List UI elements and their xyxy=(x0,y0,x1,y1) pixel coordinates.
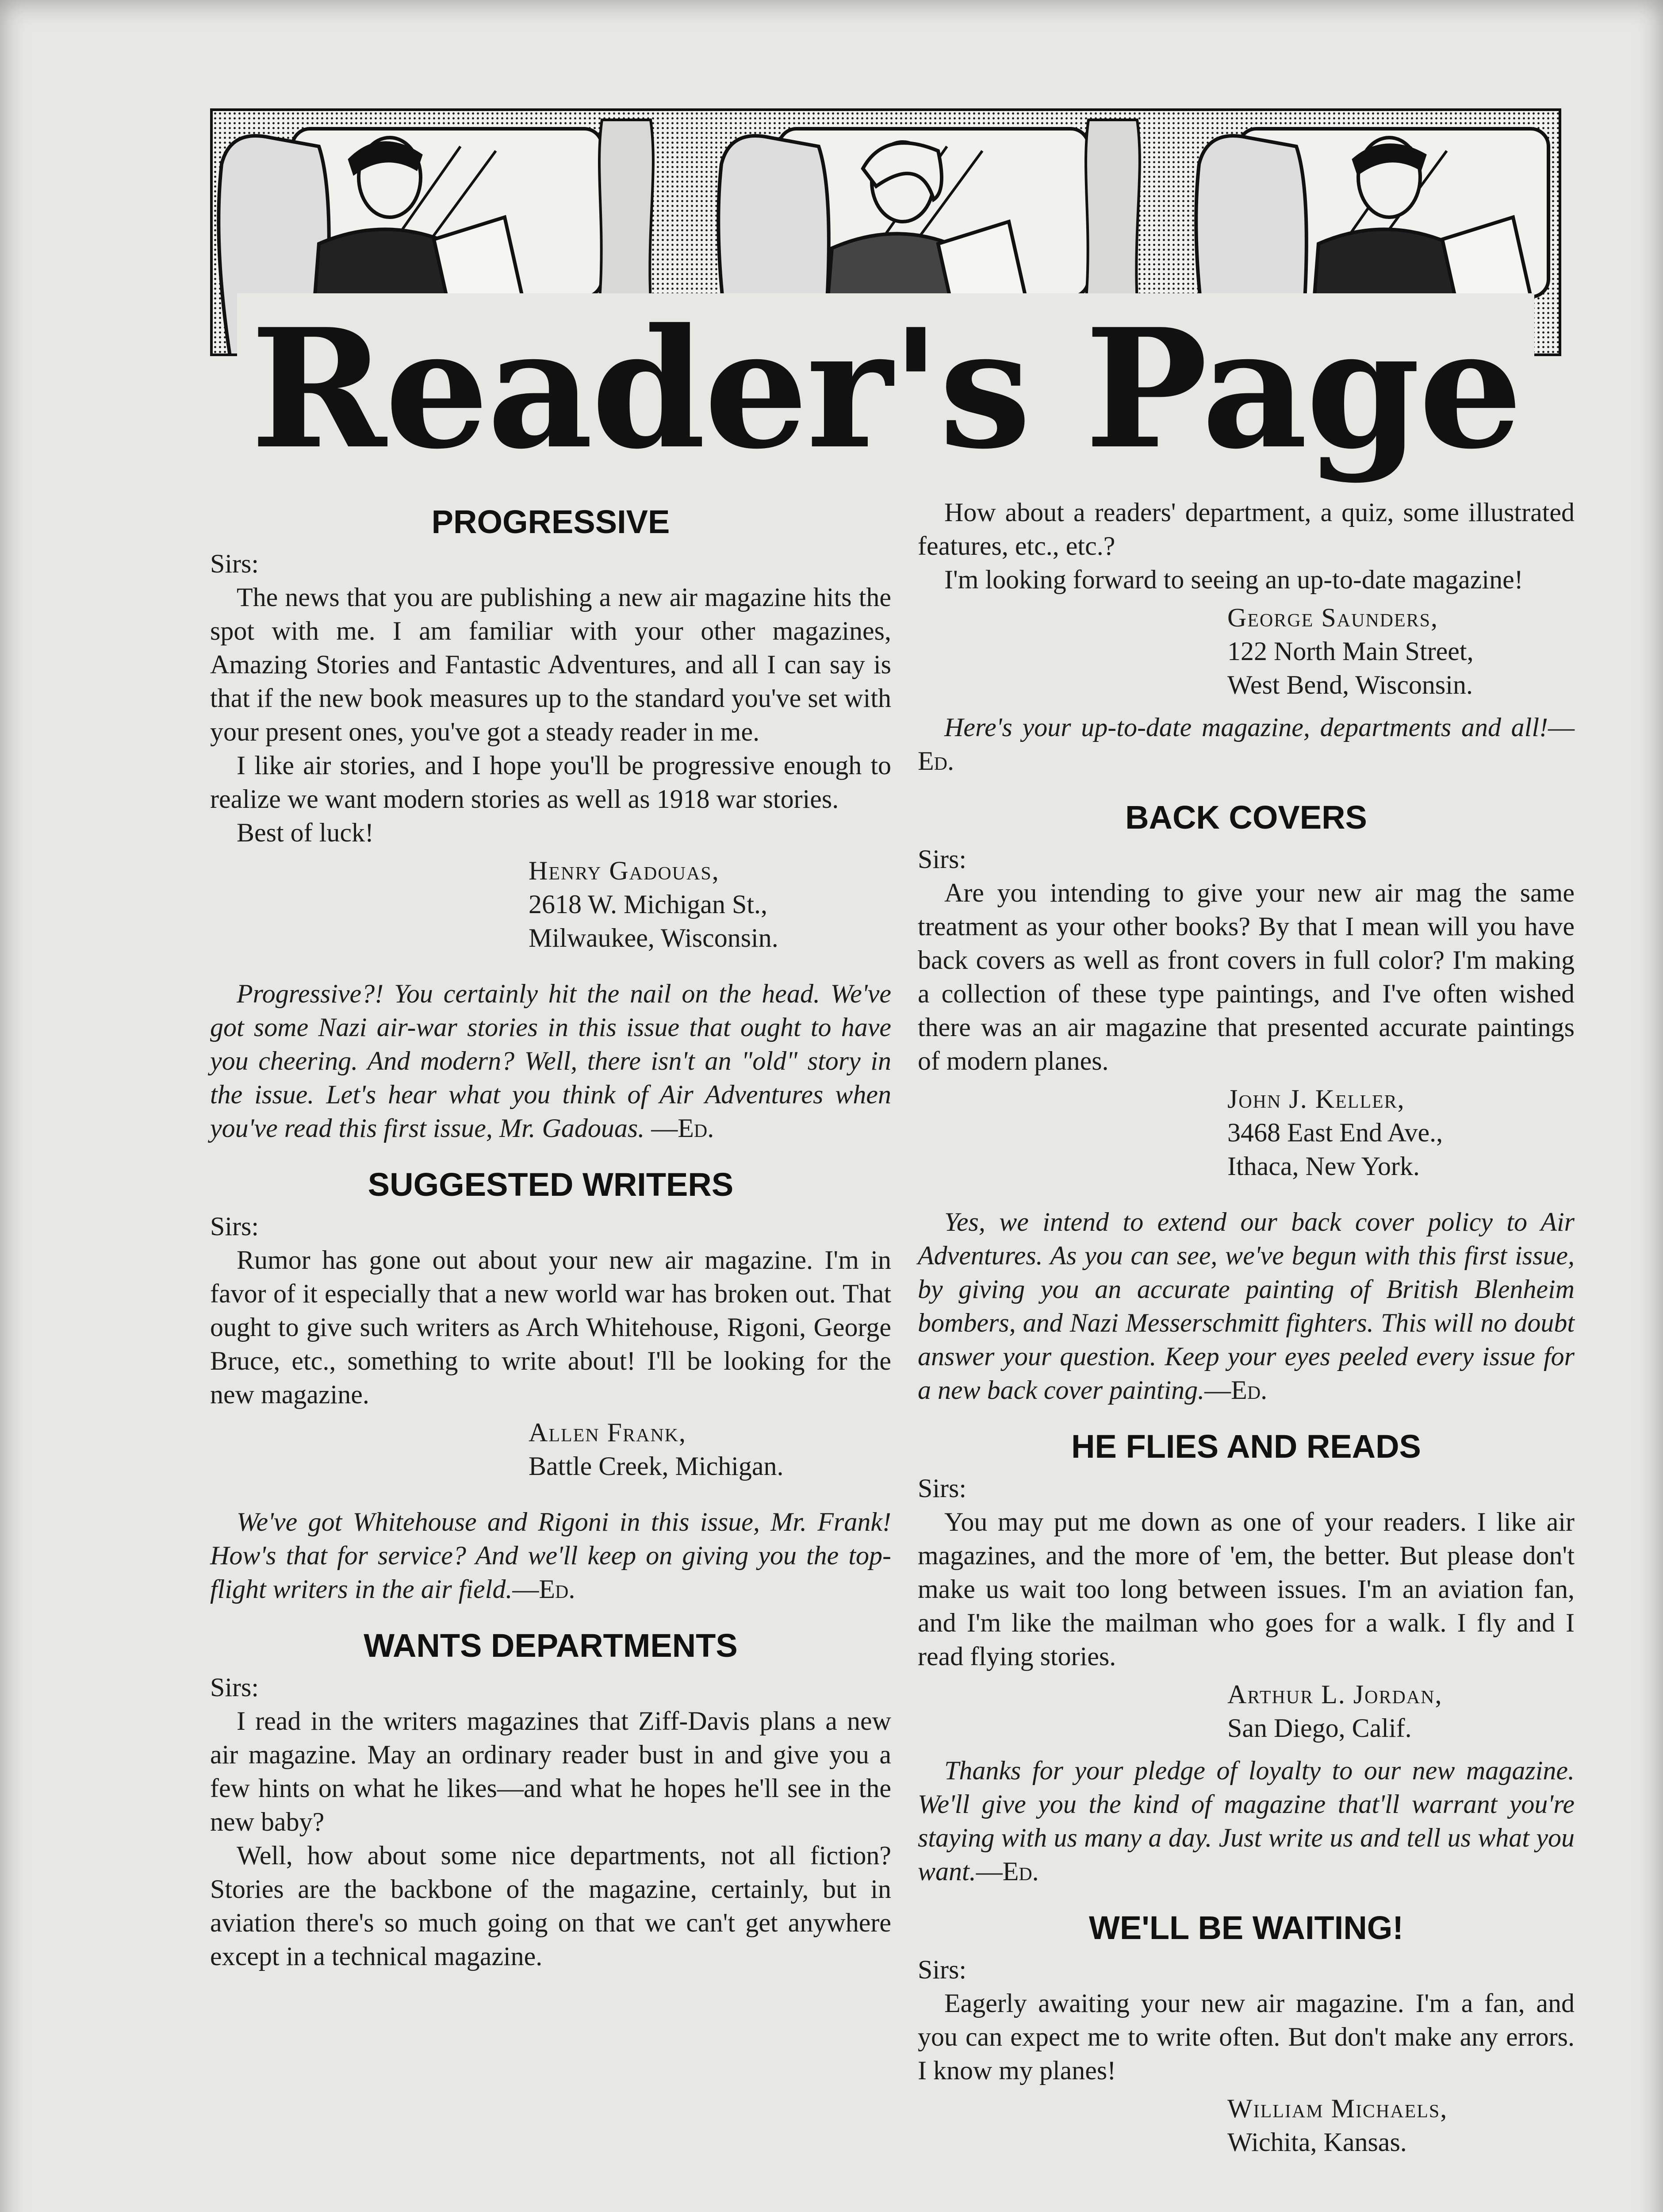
letter-continuation xyxy=(918,495,1575,778)
readers-page-banner xyxy=(210,108,1561,485)
page-title-text: Reader's Page xyxy=(237,293,1534,485)
signature-name: Henry Gadouas, xyxy=(529,856,720,885)
salutation: Sirs: xyxy=(210,549,259,578)
letter-suggested-writers xyxy=(210,1163,891,1606)
editor-reply-text: We've got Whitehouse and Rigoni in this issue, Mr. Frank! How's that for service? And we'll keep on giving you the top-flight writers in the air field. xyxy=(210,1507,891,1604)
editor-reply xyxy=(918,710,1575,778)
signature-name: George Saunders, xyxy=(1227,603,1439,632)
signature-city: West Bend, Wisconsin. xyxy=(1227,670,1473,699)
editor-reply-text: Here's your up-to-date magazine, departments and all! xyxy=(944,713,1548,742)
editor-reply xyxy=(210,977,891,1145)
signature-name: Allen Frank, xyxy=(529,1418,687,1447)
right-column xyxy=(918,495,1575,2177)
editor-reply xyxy=(918,1205,1575,1407)
letter-heading: PROGRESSIVE xyxy=(431,503,670,540)
editor-reply-text: Progressive?! You certainly hit the nail on the head. We've got some Nazi air-war stories in this issue that ought to have you cheering. And modern? Well, there isn't an "old" story in the issue. Let's hear what you think of Air Adventures when you've read this first issue, Mr. Gadouas. xyxy=(210,979,891,1143)
signature-city: Ithaca, New York. xyxy=(1227,1152,1420,1181)
signature-city: Wichita, Kansas. xyxy=(1227,2128,1407,2157)
letter-paragraph: Are you intending to give your new air mag the same treatment as your other books? By that I mean will you have back covers as well as front covers in full color? I'm making a collection of these type paintings, and I've often wished there was an air magazine that presented accurate paintings of modern planes. xyxy=(918,878,1575,1075)
left-column xyxy=(210,495,891,1991)
letter-paragraph: The news that you are publishing a new air magazine hits the spot with me. I am familiar with your other magazines, Amazing Stories and Fantastic Adventures, and all I can say is that if the new book measures up to the standard you've set with your present ones, you've got a steady reader in me. xyxy=(210,583,891,746)
editor-reply xyxy=(210,1505,891,1606)
editor-sign: —Ed. xyxy=(512,1575,575,1604)
signature-address: 3468 East End Ave., xyxy=(1227,1118,1443,1147)
letter-heading: HE FLIES AND READS xyxy=(1071,1428,1421,1465)
letter-heading: BACK COVERS xyxy=(1125,799,1367,836)
signature xyxy=(210,854,891,955)
editor-sign: —Ed. xyxy=(1204,1375,1268,1405)
signature-address: 2618 W. Michigan St., xyxy=(529,890,768,919)
editor-sign: —Ed. xyxy=(918,713,1575,776)
letter-progressive xyxy=(210,500,891,1145)
letter-paragraph: Rumor has gone out about your new air magazine. I'm in favor of it especially that a new world war has broken out. That ought to give such writers as Arch Whitehouse, Rigoni, George Bruce, etc., something to write about! I'll be looking for the new magazine. xyxy=(210,1245,891,1409)
editor-sign: —Ed. xyxy=(651,1114,714,1143)
letter-heading: SUGGESTED WRITERS xyxy=(368,1166,734,1203)
letter-paragraph: Eagerly awaiting your new air magazine. I'm a fan, and you can expect me to write often. But don't make any errors. I know my planes! xyxy=(918,1989,1575,2085)
signature-address: 122 North Main Street, xyxy=(1227,637,1474,666)
letter-paragraph: I like air stories, and I hope you'll be progressive enough to realize we want modern stories as well as 1918 war stories. xyxy=(210,751,891,814)
letter-well-be-waiting xyxy=(918,1906,1575,2159)
letter-back-covers xyxy=(918,795,1575,1407)
letter-heading: WE'LL BE WAITING! xyxy=(1089,1909,1403,1946)
signature-name: Arthur L. Jordan, xyxy=(1227,1680,1443,1709)
letter-paragraph: Well, how about some nice departments, not all fiction? Stories are the backbone of the magazine, certainly, but in aviation there's so much going on that we can't get anywhere except in a technical magazine. xyxy=(210,1841,891,1971)
editor-sign: —Ed. xyxy=(976,1857,1039,1886)
page-title xyxy=(210,293,1561,485)
letter-paragraph: I'm looking forward to seeing an up-to-date magazine! xyxy=(944,565,1523,594)
salutation: Sirs: xyxy=(918,845,967,874)
salutation: Sirs: xyxy=(918,1955,967,1984)
editor-reply xyxy=(918,1754,1575,1888)
letter-wants-departments xyxy=(210,1624,891,1973)
letter-paragraph: I read in the writers magazines that Ziff-Davis plans a new air magazine. May an ordinary reader bust in and give you a few hints on what he likes—and what he hopes he'll see in the new baby? xyxy=(210,1706,891,1836)
editor-reply-text: Yes, we intend to extend our back cover policy to Air Adventures. As you can see, we've begun with this first issue, by giving you an accurate painting of British Blenheim bombers, and Nazi Messerschmitt fighters. This will no doubt answer your question. Keep your eyes peeled every issue for a new back cover painting. xyxy=(918,1207,1575,1405)
signature-city: Battle Creek, Michigan. xyxy=(529,1452,784,1481)
salutation: Sirs: xyxy=(210,1212,259,1241)
letter-paragraph: How about a readers' department, a quiz, some illustrated features, etc., etc.? xyxy=(918,498,1575,561)
signature-city: Milwaukee, Wisconsin. xyxy=(529,923,778,952)
signature xyxy=(918,2092,1575,2159)
letter-he-flies-and-reads xyxy=(918,1425,1575,1888)
salutation: Sirs: xyxy=(918,1474,967,1503)
signature xyxy=(918,601,1575,702)
letter-heading: WANTS DEPARTMENTS xyxy=(364,1627,738,1664)
editor-reply-text: Thanks for your pledge of loyalty to our new magazine. We'll give you the kind of magazine that'll warrant you're staying with us many a day. Just write us and tell us what you want. xyxy=(918,1756,1575,1886)
signature-name: William Michaels, xyxy=(1227,2094,1448,2123)
letter-paragraph: Best of luck! xyxy=(237,818,374,847)
salutation: Sirs: xyxy=(210,1673,259,1702)
signature xyxy=(918,1678,1575,1745)
signature xyxy=(918,1082,1575,1183)
signature-name: John J. Keller, xyxy=(1227,1084,1405,1114)
letter-paragraph: You may put me down as one of your readers. I like air magazines, and the more of 'em, the better. But please don't make us wait too long between issues. I'm an aviation fan, and I'm like the mailman who goes for a walk. I fly and I read flying stories. xyxy=(918,1507,1575,1671)
signature xyxy=(210,1416,891,1483)
signature-city: San Diego, Calif. xyxy=(1227,1713,1412,1743)
